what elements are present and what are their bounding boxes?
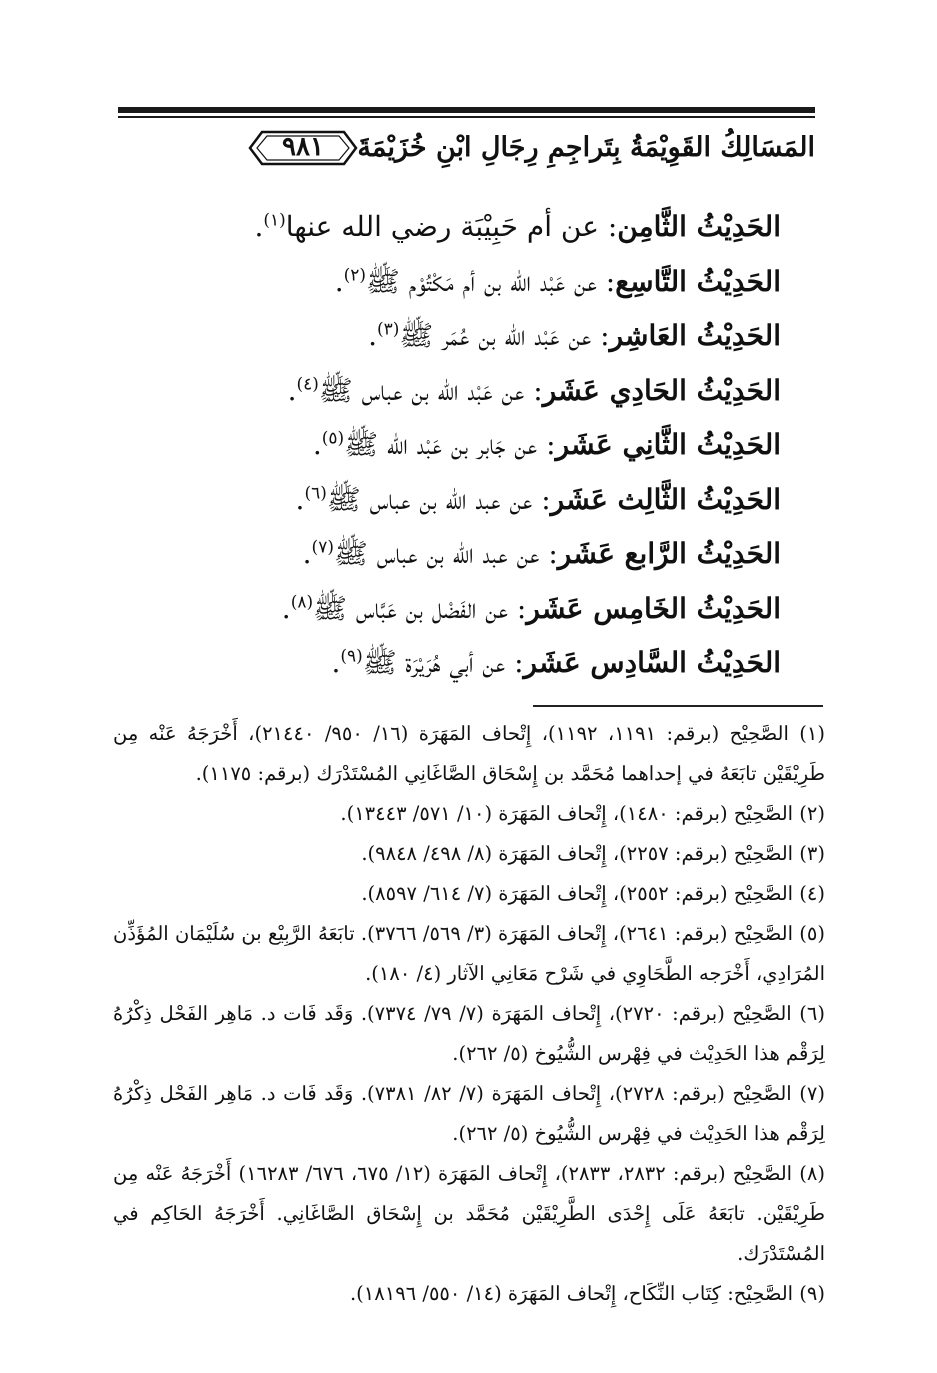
footnote-ref: (٢) bbox=[343, 265, 367, 286]
hadith-end: . bbox=[312, 428, 322, 461]
page-header bbox=[118, 118, 815, 178]
hadith-label: الحَدِيْثُ الخَامِس عَشَر bbox=[526, 591, 781, 625]
footnote-number: (٨) bbox=[799, 1162, 825, 1185]
footnote-number: (٩) bbox=[799, 1282, 825, 1305]
footnote-text: الصَّحِيْح (برقم: ٢٨٣٢، ٢٨٣٣)، إِتْحاف المَهَرَة (١٢/ ٦٧٥، ٦٧٦/ ١٦٢٨٣) أَخْرَجَهُ عَنْه مِن طَرِيْقَيْن. تابَعَهُ عَلَى إِحْدَى الطَّرِيْقَيْن مُحَمَّد بن إِسْحَاق الصَّاغَانِي. أَخْرَجَهُ الحَاكِم في المُسْتَدْرَك. bbox=[113, 1162, 825, 1265]
footnote-ref: (٥) bbox=[321, 428, 345, 449]
footnote-ref: (١) bbox=[263, 210, 286, 231]
footnote-item bbox=[113, 714, 825, 794]
footnote-text: الصَّحِيْح (برقم: ٢٧٢٠)، إِتْحاف المَهَرَة (٧/ ٧٩/ ٧٣٧٤). وَقَد فَات د. مَاهِر الفَحْل ذِكْرُهُ لِرَقْم هذا الحَدِيْث في فِهْرس الشُّيُوخ (٥/ ٢٦٢). bbox=[113, 1002, 825, 1065]
footnote-item bbox=[113, 1274, 825, 1314]
hadith-label: الحَدِيْثُ الثَّانِي عَشَر bbox=[555, 428, 781, 461]
footnote-text: الصَّحِيْح (برقم: ١١٩١، ١١٩٢)، إِتْحاف المَهَرَة (١٦/ ٩٥٠/ ٢١٤٤٠)، أَخْرَجَهُ عَنْه مِن طَرِيْقَيْن تابَعَهُ في إحداهما مُحَمَّد بن إِسْحَاق الصَّاغَانِي المُسْتَدْرَك (برقم: ١١٧٥). bbox=[113, 722, 825, 785]
hadith-end: . bbox=[281, 591, 291, 625]
footnote-item bbox=[113, 1154, 825, 1274]
footnote-item bbox=[113, 874, 825, 914]
hadith-text: : عن عبد الله بن عباس ﷺ bbox=[333, 537, 558, 570]
footnote-text: الصَّحِيْح (برقم: ٢٧٢٨)، إِتْحاف المَهَرَة (٧/ ٨٢/ ٧٣٨١). وَقَد فَات د. مَاهِر الفَحْل ذِكْرُهُ لِرَقْم هذا الحَدِيْث في فِهْرس الشُّيُوخ (٥/ ٢٦٢). bbox=[113, 1082, 825, 1145]
hadith-line bbox=[141, 527, 781, 582]
footnote-text: الصَّحِيْح (برقم: ٢٥٥٢)، إِتْحاف المَهَرَة (٧/ ٦١٤/ ٨٥٩٧). bbox=[361, 882, 794, 905]
footnote-text: الصَّحِيْح (برقم: ٢٦٤١)، إِتْحاف المَهَرَة (٣/ ٥٦٩/ ٣٧٦٦). تابَعَهُ الرَّبِيْع بن سُلَيْمَان المُؤَذِّن المُرَادِي، أَخْرَجه الطَّحَاوِي في شَرْح مَعَانِي الآثار (٤/ ١٨٠). bbox=[113, 922, 825, 985]
hadith-label: الحَدِيْثُ السَّادِس عَشَر bbox=[523, 646, 781, 679]
footnote-ref: (٤) bbox=[296, 374, 319, 395]
footnote-text: الصَّحِيْح (برقم: ١٤٨٠)، إِتْحاف المَهَرَة (١٠/ ٥٧١/ ١٣٤٤٣). bbox=[340, 802, 794, 825]
hadith-list bbox=[141, 200, 781, 691]
hadith-line bbox=[141, 473, 781, 528]
footnote-ref: (٨) bbox=[290, 592, 314, 613]
hadith-text: : عن عَبْد الله بن عباس ﷺ bbox=[318, 373, 543, 407]
hadith-text: : عن أم حَبِيْبَة رضي الله عنها bbox=[285, 210, 618, 243]
hadith-line bbox=[141, 255, 781, 310]
hadith-end: . bbox=[287, 373, 297, 407]
footnote-item bbox=[113, 794, 825, 834]
hadith-line bbox=[141, 309, 781, 364]
running-title: المَسَالِكُ القَوِيْمَةُ بِتَراجِمِ رِجَالِ ابْنِ خُزَيْمَةَ bbox=[357, 132, 815, 163]
page-number-ornament bbox=[248, 128, 358, 168]
footnote-text: الصَّحِيْح: كِتَاب النِّكَاح، إِتْحاف المَهَرَة (١٤/ ٥٥٠/ ١٨١٩٦). bbox=[349, 1282, 794, 1305]
footnote-ref: (٩) bbox=[340, 646, 363, 667]
hadith-text: : عن أبي هُرَيْرَة ﷺ bbox=[362, 646, 524, 679]
hadith-label: الحَدِيْثُ الثَّالِث عَشَر bbox=[550, 482, 781, 516]
footnote-number: (٦) bbox=[799, 1002, 825, 1025]
page-number: ٩٨١ bbox=[282, 132, 324, 162]
footnote-number: (٣) bbox=[799, 842, 825, 865]
footnote-item bbox=[113, 994, 825, 1074]
footnote-number: (٥) bbox=[799, 922, 825, 945]
hadith-end: . bbox=[368, 319, 377, 352]
hadith-line bbox=[141, 636, 781, 691]
footnote-number: (٢) bbox=[799, 802, 825, 825]
hadith-end: . bbox=[302, 537, 312, 570]
hadith-text: : عن جَابر بن عَبْد الله ﷺ bbox=[344, 428, 556, 461]
footnote-item bbox=[113, 914, 825, 994]
footnote-item bbox=[113, 1074, 825, 1154]
footnote-item bbox=[113, 834, 825, 874]
footnote-separator bbox=[533, 705, 823, 707]
hadith-end: . bbox=[295, 482, 305, 516]
hadith-label: الحَدِيْثُ الثَّامِن bbox=[617, 210, 781, 243]
footnote-number: (٧) bbox=[799, 1082, 825, 1105]
hadith-end: . bbox=[331, 646, 341, 679]
hadith-end: . bbox=[254, 210, 264, 243]
hadith-text: : عن عَبْد الله بن أم مَكْتُوْم ﷺ bbox=[366, 264, 616, 298]
hadith-line bbox=[141, 418, 781, 473]
hadith-text: : عن الفَضْل بن عَبَّاس ﷺ bbox=[313, 591, 527, 625]
footnote-ref: (٣) bbox=[376, 319, 400, 340]
hadith-label: الحَدِيْثُ التَّاسِع bbox=[615, 264, 781, 298]
footnotes-list bbox=[113, 714, 825, 1314]
hadith-text: : عن عبد الله بن عباس ﷺ bbox=[326, 482, 551, 516]
hadith-line bbox=[141, 582, 781, 637]
footnote-number: (٤) bbox=[799, 882, 825, 905]
hadith-label: الحَدِيْثُ الحَادِي عَشَر bbox=[542, 373, 781, 407]
footnote-ref: (٧) bbox=[311, 537, 334, 558]
hadith-label: الحَدِيْثُ العَاشِر bbox=[609, 319, 781, 352]
hadith-line bbox=[141, 200, 781, 255]
hadith-end: . bbox=[334, 264, 344, 298]
hadith-line bbox=[141, 364, 781, 419]
footnote-ref: (٦) bbox=[304, 483, 327, 504]
hadith-label: الحَدِيْثُ الرَّابع عَشَر bbox=[557, 537, 781, 570]
footnote-number: (١) bbox=[799, 722, 825, 745]
header-rule-top bbox=[118, 107, 815, 113]
hadith-text: : عن عَبْد الله بن عُمَر ﷺ bbox=[399, 319, 610, 352]
footnote-text: الصَّحِيْح (برقم: ٢٢٥٧)، إِتْحاف المَهَرَة (٨/ ٤٩٨/ ٩٨٤٨). bbox=[361, 842, 794, 865]
